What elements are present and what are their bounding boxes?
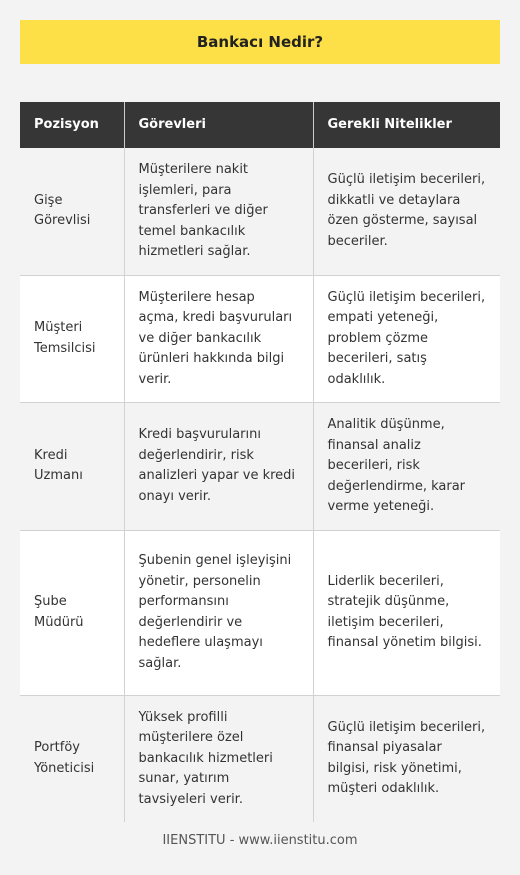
table-row [20,530,500,695]
qualifications-cell: Güçlü iletişim becerileri, empati yeteneği, problem çözme becerileri, satış odaklılık. [313,275,500,403]
table-row [20,403,500,531]
column-header-position: Pozisyon [20,102,124,148]
table-header-row [20,102,500,148]
qualifications-cell: Güçlü iletişim becerileri, dikkatli ve detaylara özen gösterme, sayısal beceriler. [313,148,500,275]
column-header-duties: Görevleri [124,102,313,148]
footer-credit: IIENSTITU - www.iienstitu.com [162,833,358,848]
duties-cell: Yüksek profilli müşterilere özel bankacılık hizmetleri sunar, yatırım tavsiyeleri verir. [124,695,313,822]
position-cell: Portföy Yöneticisi [20,695,124,822]
banker-positions-table [20,102,500,822]
duties-cell: Müşterilere nakit işlemleri, para transferleri ve diğer temel bankacılık hizmetleri sağlar. [124,148,313,275]
position-cell: Kredi Uzmanı [20,403,124,531]
page-title: Bankacı Nedir? [20,20,500,64]
position-cell: Müşteri Temsilcisi [20,275,124,403]
column-header-qualifications: Gerekli Nitelikler [313,102,500,148]
position-cell: Şube Müdürü [20,530,124,695]
position-cell: Gişe Görevlisi [20,148,124,275]
qualifications-cell: Güçlü iletişim becerileri, finansal piyasalar bilgisi, risk yönetimi, müşteri odaklılık. [313,695,500,822]
duties-cell: Müşterilere hesap açma, kredi başvuruları ve diğer bankacılık ürünleri hakkında bilgi verir. [124,275,313,403]
table-row [20,148,500,275]
table-row [20,695,500,822]
duties-cell: Şubenin genel işleyişini yönetir, personelin performansını değerlendirir ve hedeflere ulaşmayı sağlar. [124,530,313,695]
table-row [20,275,500,403]
duties-cell: Kredi başvurularını değerlendirir, risk analizleri yapar ve kredi onayı verir. [124,403,313,531]
qualifications-cell: Liderlik becerileri, stratejik düşünme, iletişim becerileri, finansal yönetim bilgisi. [313,530,500,695]
qualifications-cell: Analitik düşünme, finansal analiz becerileri, risk değerlendirme, karar verme yeteneği. [313,403,500,531]
